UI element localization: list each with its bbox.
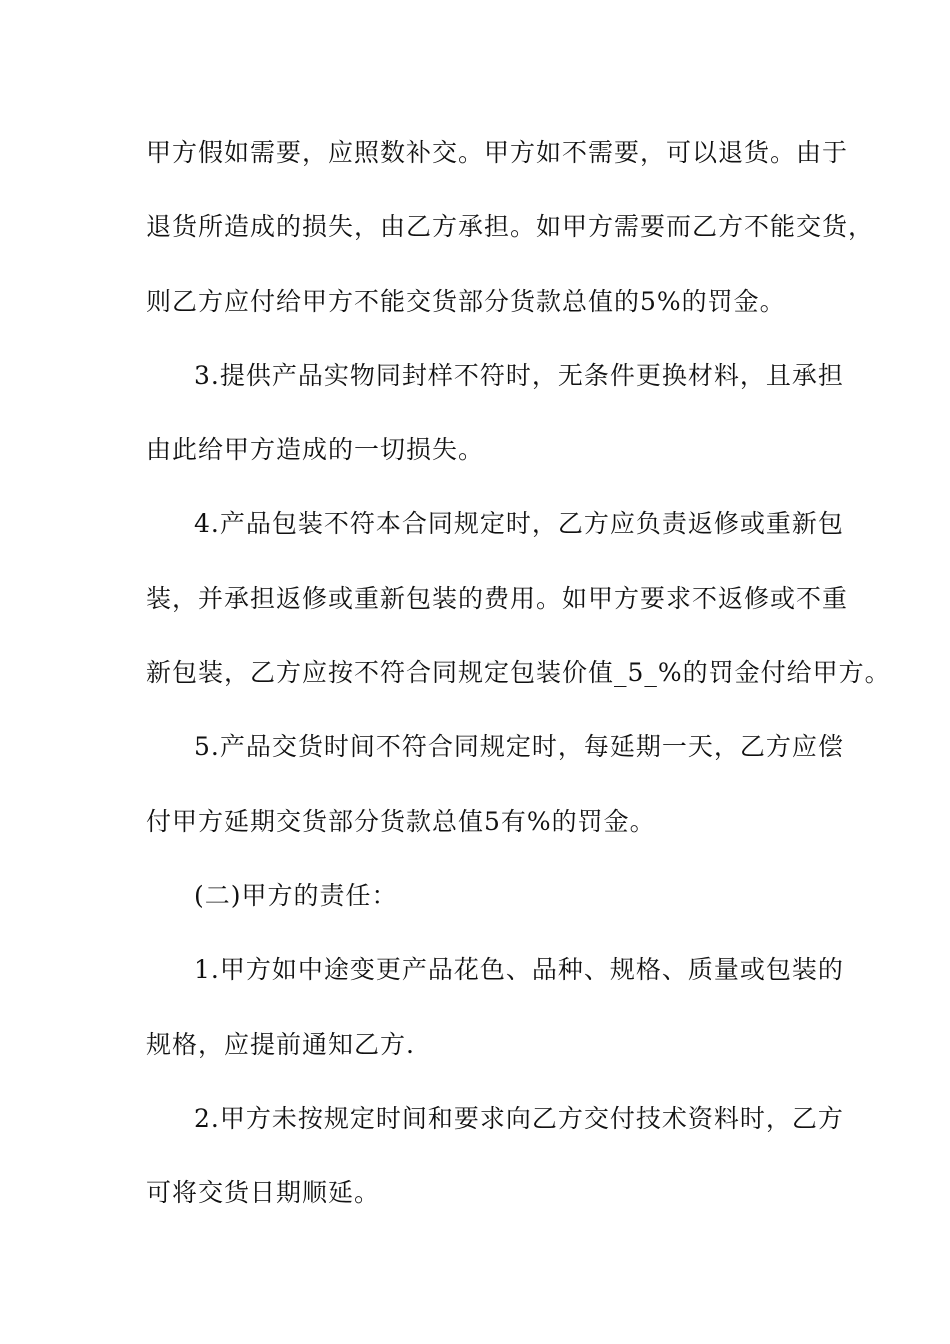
paragraph-line: 2.甲方未按规定时间和要求向乙方交付技术资料时，乙方 xyxy=(194,1103,844,1133)
paragraph-line: 付甲方延期交货部分货款总值5有%的罚金。 xyxy=(146,806,656,836)
paragraph-line: 4.产品包装不符本合同规定时，乙方应负责返修或重新包 xyxy=(194,509,844,539)
paragraph-line: 规格，应提前通知乙方. xyxy=(146,1029,415,1059)
paragraph-line: 1.甲方如中途变更产品花色、品种、规格、质量或包装的 xyxy=(194,955,844,985)
paragraph-line: 由此给甲方造成的一切损失。 xyxy=(146,435,485,465)
paragraph-line: 新包装，乙方应按不符合同规定包装价值_5_%的罚金付给甲方。 xyxy=(146,658,891,688)
paragraph-line: 3.提供产品实物同封样不符时，无条件更换材料，且承担 xyxy=(194,360,844,390)
paragraph-line: 甲方假如需要，应照数补交。甲方如不需要，可以退货。由于 xyxy=(146,138,849,167)
paragraph-line: 退货所造成的损失，由乙方承担。如甲方需要而乙方不能交货， xyxy=(146,212,875,242)
paragraph-line: 则乙方应付给甲方不能交货部分货款总值的5%的罚金。 xyxy=(146,286,786,316)
paragraph-line: 装，并承担返修或重新包装的费用。如甲方要求不返修或不重 xyxy=(146,583,849,613)
paragraph-line: 可将交货日期顺延。 xyxy=(146,1178,381,1208)
section-heading: (二)甲方的责任： xyxy=(194,880,398,910)
paragraph-line: 5.产品交货时间不符合同规定时，每延期一天，乙方应偿 xyxy=(194,732,844,762)
document-body xyxy=(146,128,891,1242)
